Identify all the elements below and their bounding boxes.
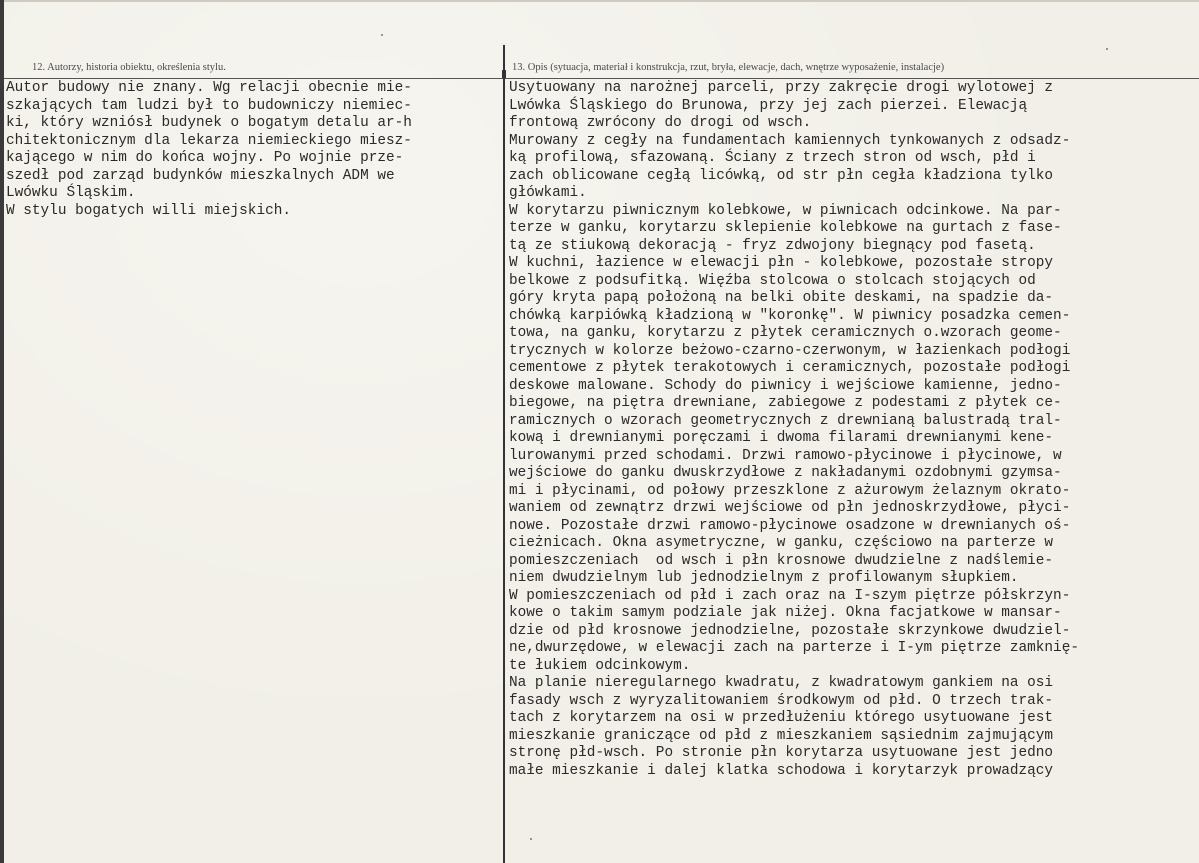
text-line: ne,dwurzędowe, w elewacji zach na parterze i I-ym piętrze zamknię- (509, 640, 1079, 656)
text-line: mieszkanie graniczące od płd z mieszkaniem sąsiednim zajmującym (509, 727, 1054, 744)
text-line: te łukiem odcinkowym. (509, 657, 691, 674)
right-column-heading: 13. Opis (sytuacja, materiał i konstrukcja, rzut, bryła, elewacje, dach, wnętrze wyposażenie, instalacje) (512, 62, 945, 73)
text-line: szedł pod zarząd budynków mieszkalnych ADM we (6, 167, 395, 184)
top-edge (0, 0, 1199, 2)
right-column-text (509, 80, 1197, 780)
text-line: waniem od zewnątrz drzwi wejściowe od płn jednoskrzydłowe, płyci- (509, 500, 1071, 516)
text-line: tą ze stiukową dekoracją - fryz zdwojony biegnący pod fasetą. (509, 237, 1036, 254)
text-line: W kuchni, łazience w elewacji płn - kolebkowe, pozostałe stropy (509, 255, 1054, 271)
text-line: kowe o takim samym podziale jak niżej. Okna facjatkowe w mansar- (509, 605, 1062, 621)
text-line: stronę płd-wsch. Po stronie płn korytarza usytuowane jest jedno (509, 745, 1054, 761)
text-line: góry kryta papą położoną na belki obite deskami, na spadzie da- (509, 290, 1054, 306)
text-line: nowe. Pozostałe drzwi ramowo-płycinowe osadzone w drewnianych oś- (509, 517, 1071, 534)
text-line: towa, na ganku, korytarzu z płytek ceramicznych o.wzorach geome- (509, 325, 1062, 341)
text-line: ką profilową, sfazowaną. Ściany z trzech stron od wsch, płd i (509, 150, 1036, 166)
text-line: belkowe z podsufitką. Więźba stolcowa o stolcach stojących od (509, 272, 1036, 289)
paper-speck (530, 838, 532, 840)
text-line: W korytarzu piwnicznym kolebkowe, w piwnicach odcinkowe. Na par- (509, 202, 1062, 219)
text-line: małe mieszkanie i dalej klatka schodowa i korytarzyk prowadzący (509, 762, 1054, 779)
text-line: Murowany z cegły na fundamentach kamiennych tynkowanych z odsadz- (509, 132, 1071, 149)
text-line: Usytuowany na narożnej parceli, przy zakręcie drogi wylotowej z (509, 80, 1054, 96)
text-line: główkami. (509, 185, 587, 201)
text-line: cieżnicach. Okna asymetryczne, w ganku, częściowo na parterze w (509, 535, 1054, 551)
text-line: chówką karpiówką kładzioną w "koronkę". W piwnicy posadzka cemen- (509, 307, 1071, 324)
text-line: frontową zwrócony do drogi od wsch. (509, 115, 812, 131)
text-line: deskowe malowane. Schody do piwnicy i wejściowe kamienne, jedno- (509, 377, 1062, 394)
text-line: cementowe z płytek terakotowych i ceramicznych, pozostałe podłogi (509, 360, 1071, 376)
text-line: dzie od płd krosnowe jednodzielne, pozostałe skrzynkowe dwudziel- (509, 622, 1071, 639)
left-column-heading: 12. Autorzy, historia obiektu, określenia stylu. (32, 62, 226, 73)
text-line: fasady wsch z wyryzalitowaniem środkowym od płd. O trzech trak- (509, 692, 1054, 709)
text-line: ki, który wzniósł budynek o bogatym detalu ar-h (6, 115, 412, 131)
column-divider-joint (502, 70, 506, 78)
paper-speck (381, 34, 383, 36)
text-line: wejściowe do ganku dwuskrzydłowe z nakładanymi ozdobnymi gzymsa- (509, 465, 1062, 481)
text-line: kową i drewnianymi poręczami i dwoma filarami drewnianymi kene- (509, 430, 1054, 446)
text-line: chitektonicznym dla lekarza niemieckiego miesz- (6, 132, 412, 149)
text-line: mi i płycinami, od połowy przeszklone z ażurowym żelaznym okrato- (509, 482, 1071, 499)
column-divider (503, 45, 505, 863)
text-line: trycznych w kolorze beżowo-czarno-czerwonym, w łazienkach podłogi (509, 342, 1071, 359)
text-line: ramicznych o wzorach geometrycznych z drewnianą balustradą tral- (509, 412, 1062, 429)
text-line: Lwówku Śląskim. (6, 185, 136, 201)
text-line: szkających tam ludzi był to budowniczy niemiec- (6, 97, 412, 114)
text-line: lurowanymi przed schodami. Drzwi ramowo-płycinowe i płycinowe, w (509, 447, 1062, 464)
left-column-text (6, 80, 500, 220)
text-line: W stylu bogatych willi miejskich. (6, 202, 291, 219)
text-line: Lwówka Śląskiego do Brunowa, przy jej zach pierzei. Elewacją (509, 97, 1028, 114)
text-line: biegowe, na piętra drewniane, zabiegowe z podestami z płytek ce- (509, 395, 1062, 411)
text-line: pomieszczeniach od wsch i płn krosnowe dwudzielne z nadślemie- (509, 552, 1054, 569)
header-rule (4, 78, 1199, 79)
left-page-edge (0, 0, 4, 863)
text-line: Autor budowy nie znany. Wg relacji obecnie mie- (6, 80, 412, 96)
text-line: W pomieszczeniach od płd i zach oraz na I-szym piętrze półskrzyn- (509, 587, 1071, 604)
paper-speck (1106, 48, 1108, 50)
text-line: Na planie nieregularnego kwadratu, z kwadratowym gankiem na osi (509, 675, 1054, 691)
text-line: tach z korytarzem na osi w przedłużeniu którego usytuowane jest (509, 710, 1054, 726)
text-line: zach oblicowane cegłą licówką, od str płn cegła kładziona tylko (509, 167, 1054, 184)
text-line: niem dwudzielnym lub jednodzielnym z profilowanym słupkiem. (509, 570, 1019, 586)
text-line: kającego w nim do końca wojny. Po wojnie prze- (6, 150, 404, 166)
text-line: terze w ganku, korytarzu sklepienie kolebkowe na gurtach z fase- (509, 220, 1062, 236)
